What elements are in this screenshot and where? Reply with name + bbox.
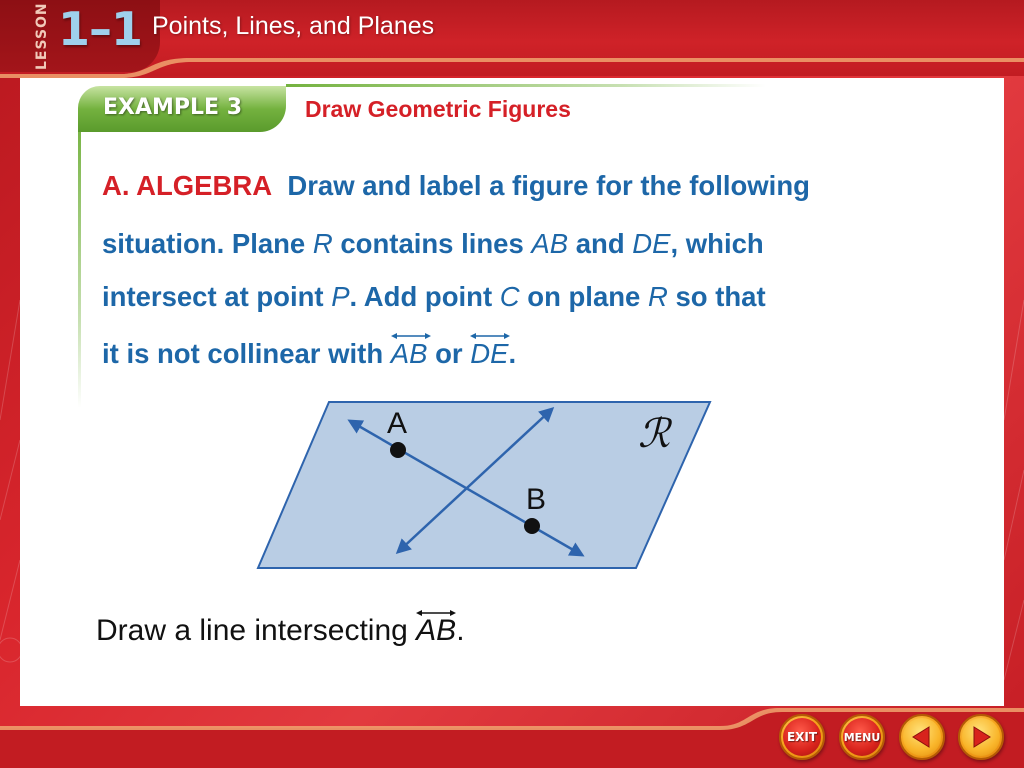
problem-part-label: A. ALGEBRA (102, 170, 273, 201)
problem-text: intersect at point (102, 281, 332, 312)
lesson-number: 1–1 (58, 2, 143, 56)
problem-text: , which (670, 228, 764, 259)
menu-button-label: MENU (843, 718, 881, 756)
problem-text: . (508, 338, 517, 369)
problem-text: it is not collinear with (102, 338, 391, 369)
point-variable: C (499, 281, 520, 312)
line-variable: AB (390, 338, 428, 369)
line-ab-notation (391, 338, 428, 370)
example-label: EXAMPLE 3 (103, 95, 243, 120)
next-button[interactable] (958, 714, 1004, 760)
problem-text: and (568, 228, 633, 259)
line-variable: AB (531, 228, 569, 259)
point-b (524, 518, 540, 534)
exit-button[interactable] (779, 714, 825, 760)
double-arrow-icon (416, 609, 456, 617)
plane-figure (250, 395, 720, 580)
problem-text: Draw and label a figure for the following (287, 170, 810, 201)
problem-line-2 (102, 228, 764, 260)
menu-button[interactable] (839, 714, 885, 760)
point-a-label: A (387, 407, 408, 440)
example-title: Draw Geometric Figures (305, 96, 571, 122)
point-variable: P (331, 281, 350, 312)
triangle-left-icon (903, 718, 941, 756)
line-variable: DE (632, 228, 671, 259)
example-left-rule (78, 118, 81, 408)
plane-variable: R (312, 228, 333, 259)
lesson-word: LESSON (34, 2, 50, 70)
problem-text: . Add point (349, 281, 500, 312)
problem-line-1 (102, 170, 810, 202)
problem-text: situation. Plane (102, 228, 313, 259)
instruction-prefix: Draw a line intersecting (96, 614, 417, 647)
lesson-title: Points, Lines, and Planes (152, 12, 435, 40)
line-ab-notation (416, 614, 456, 648)
problem-text: so that (667, 281, 766, 312)
instruction-suffix: . (456, 614, 465, 647)
double-arrow-icon (470, 332, 510, 340)
double-arrow-icon (391, 332, 431, 340)
line-de-notation (470, 338, 508, 370)
previous-button[interactable] (899, 714, 945, 760)
point-a (390, 442, 406, 458)
problem-text: on plane (519, 281, 648, 312)
problem-text: contains lines (332, 228, 532, 259)
example-divider (286, 84, 766, 87)
triangle-right-icon (962, 718, 1000, 756)
problem-line-3 (102, 281, 766, 313)
plane-label: ℛ (638, 411, 670, 457)
problem-line-4 (102, 338, 516, 370)
exit-button-label: EXIT (783, 718, 821, 756)
line-variable: DE (470, 338, 509, 369)
plane-variable: R (647, 281, 668, 312)
line-variable: AB (416, 614, 457, 647)
problem-text: or (427, 338, 471, 369)
point-b-label: B (526, 483, 547, 516)
instruction-text (96, 614, 465, 648)
